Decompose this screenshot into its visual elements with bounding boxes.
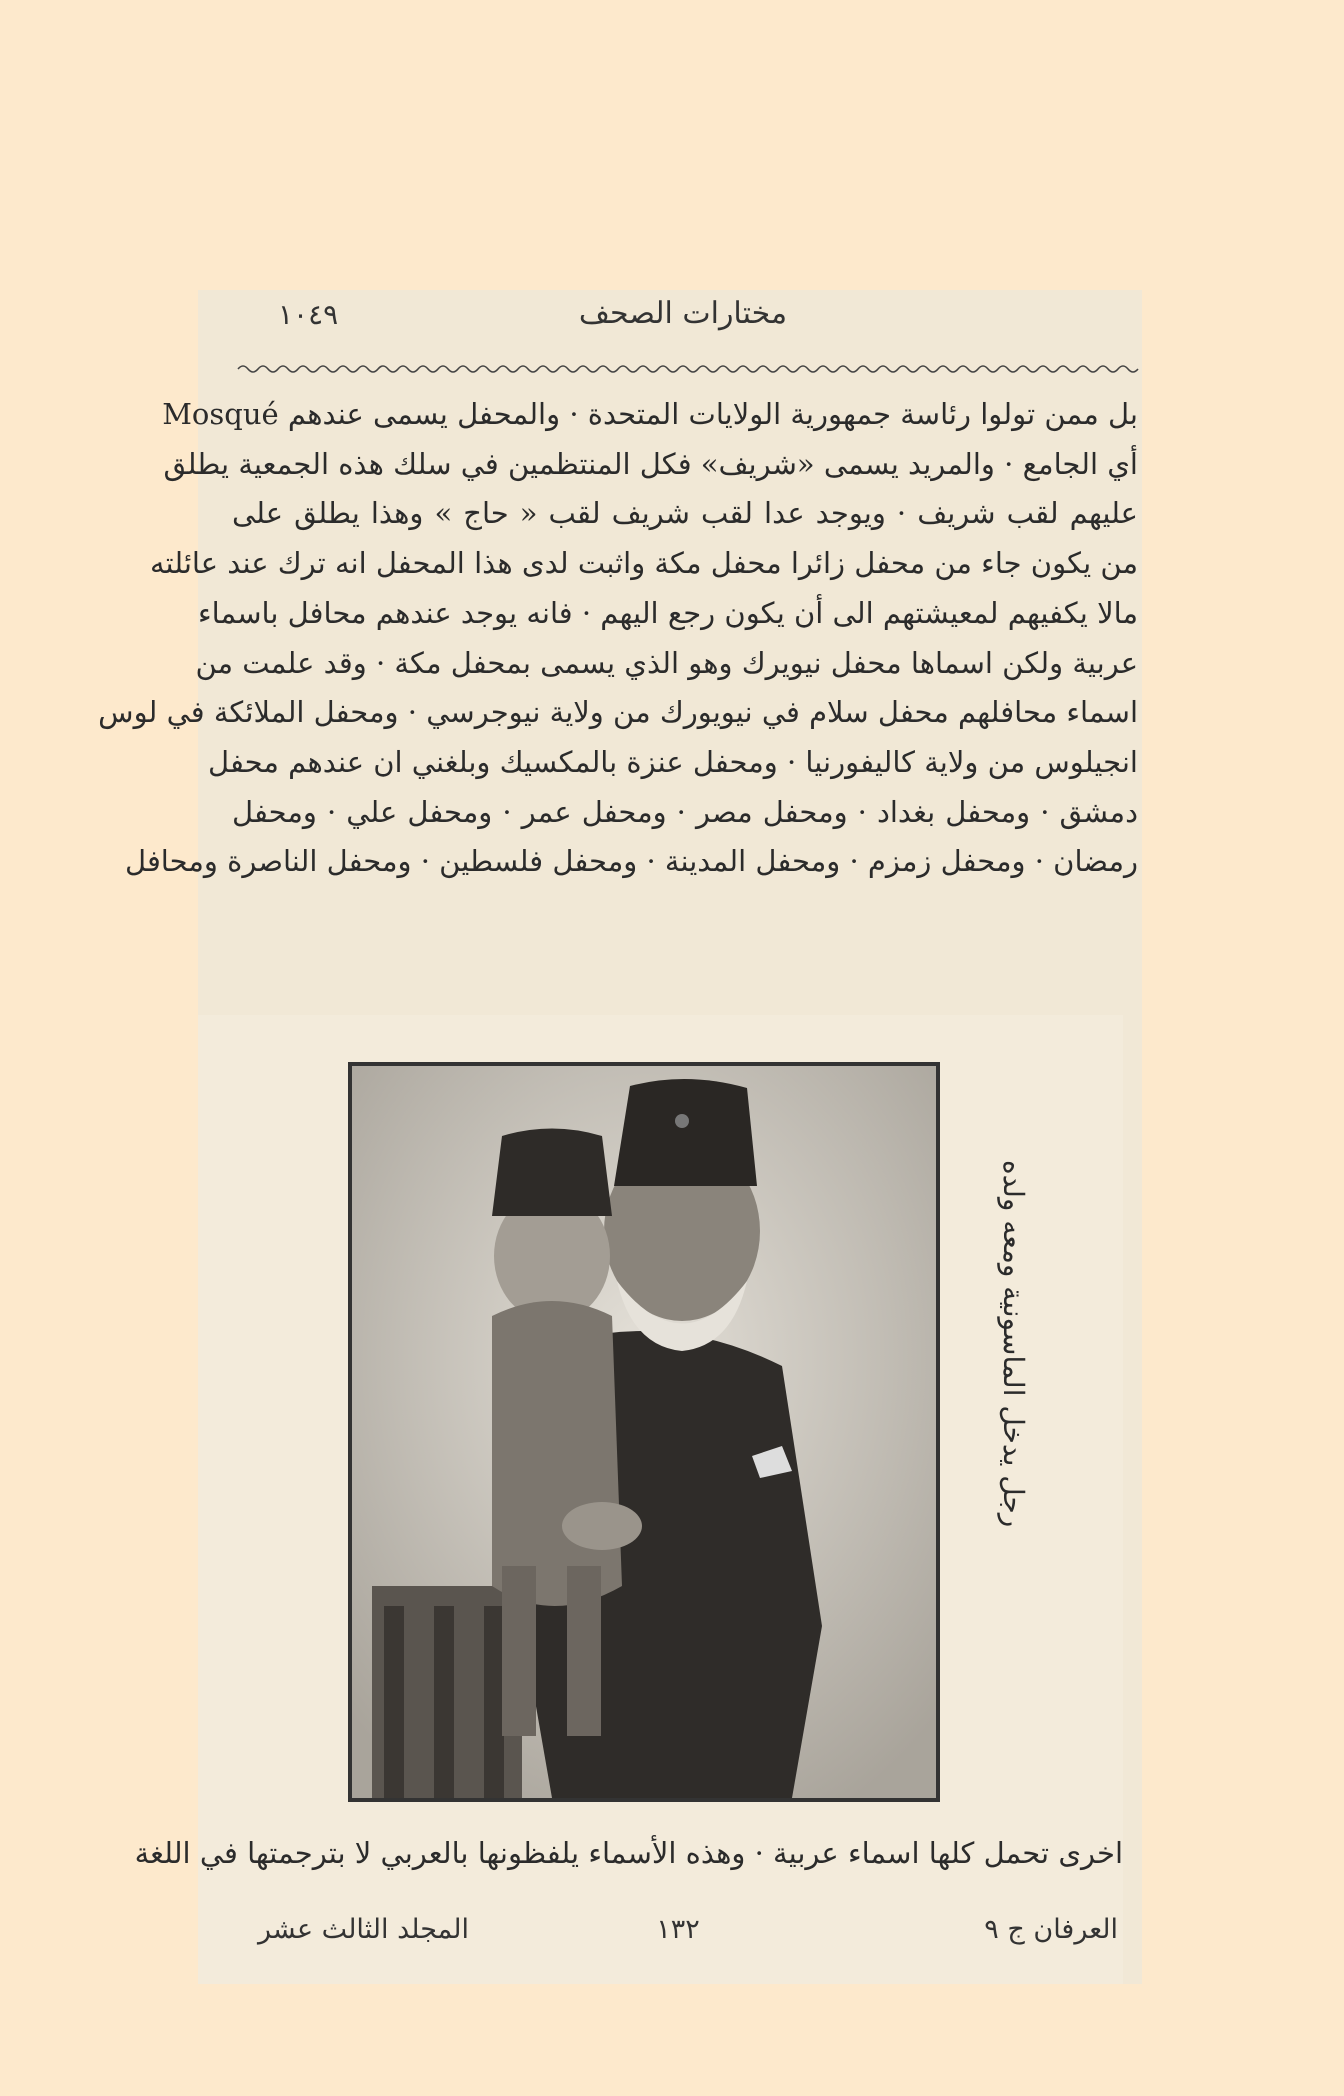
article-body xyxy=(98,390,1138,887)
body-line: مالا يكفيهم لمعيشتهم الى أن يكون رجع اليهم · فانه يوجد عندهم محافل باسماء xyxy=(198,595,1138,630)
body-line: رمضان · ومحفل زمزم · ومحفل المدينة · ومحفل فلسطين · ومحفل الناصرة ومحافل xyxy=(124,844,1138,879)
photo-illustration xyxy=(352,1066,936,1798)
body-line: أي الجامع · والمريد يسمى «شريف» فكل المنتظمين في سلك هذه الجمعية يطلق xyxy=(163,446,1138,481)
page-header xyxy=(238,290,1128,350)
footer-journal: العرفان ج ٩ xyxy=(984,1914,1118,1945)
body-line: اسماء محافلهم محفل سلام في نيويورك من ولاية نيوجرسي · ومحفل الملائكة في لوس xyxy=(98,695,1138,730)
photograph xyxy=(348,1062,940,1802)
body-line: عليهم لقب شريف · ويوجد عدا لقب شريف لقب « حاج » وهذا يطلق على xyxy=(232,496,1138,531)
scanned-page xyxy=(98,290,1142,1984)
page-footer xyxy=(238,1914,1118,1964)
photo-caption: رجل يدخل الماسونية ومعه ولده xyxy=(997,1160,1030,1528)
closing-line: اخرى تحمل كلها اسماء عربية · وهذه الأسماء يلفظونها بالعربي لا بترجمتها في اللغة xyxy=(134,1836,1123,1870)
page-number: ١٠٤٩ xyxy=(278,298,339,331)
body-line: بل ممن تولوا رئاسة جمهورية الولايات المتحدة · والمحفل يسمى عندهم Mosqué xyxy=(162,397,1138,431)
body-line: عربية ولكن اسماها محفل نيويرك وهو الذي يسمى بمحفل مكة · وقد علمت من xyxy=(195,645,1138,680)
footer-volume: المجلد الثالث عشر xyxy=(258,1914,469,1945)
body-line: دمشق · ومحفل بغداد · ومحفل مصر · ومحفل عمر · ومحفل علي · ومحفل xyxy=(232,794,1138,829)
wavy-rule xyxy=(238,362,1138,376)
section-title: مختارات الصحف xyxy=(578,296,788,331)
body-line: من يكون جاء من محفل زائرا محفل مكة واثبت لدى هذا المحفل انه ترك عند عائلته xyxy=(149,546,1138,581)
footer-page-number: ١٣٢ xyxy=(656,1914,700,1945)
body-line: انجيلوس من ولاية كاليفورنيا · ومحفل عنزة بالمكسيك وبلغني ان عندهم محفل xyxy=(208,744,1138,779)
